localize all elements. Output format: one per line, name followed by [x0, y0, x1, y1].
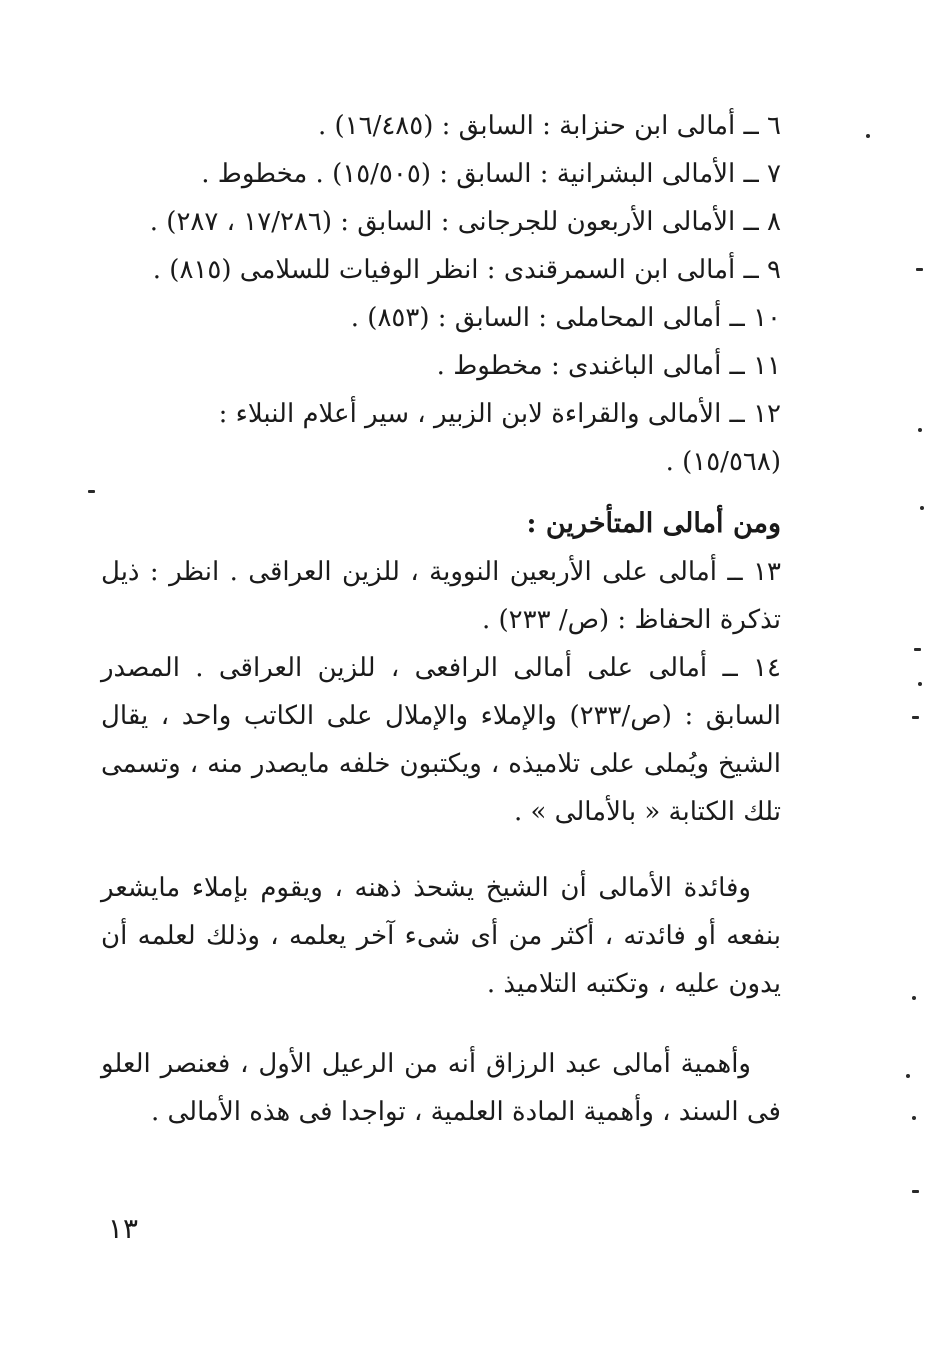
scan-speck: [912, 1190, 919, 1193]
scan-speck: [914, 648, 921, 651]
scan-speck: [920, 506, 924, 510]
list-item: ١١ ــ أمالى الباغندى : مخطوط .: [436, 351, 781, 381]
section-heading: ومن أمالى المتأخرين :: [526, 508, 781, 539]
list-item: ٨ ــ الأمالى الأربعون للجرجانى : السابق : (١٧/٢٨٦ ، ٢٨٧) .: [149, 207, 781, 237]
scan-speck: [866, 134, 870, 138]
paragraph-text: [101, 1040, 781, 1136]
paragraph-body: وأهمية أمالى عبد الرزاق أنه من الرعيل الأول ، فعنصر العلو فى السند ، وأهمية المادة العلمية ، تواجدا فى هذه الأمالى .: [101, 1049, 781, 1127]
benefit-paragraph: [101, 864, 781, 1008]
page-number: ١٣: [107, 1212, 138, 1245]
list-item: ١٢ ــ الأمالى والقراءة لابن الزبير ، سير أعلام النبلاء :: [218, 399, 781, 429]
scan-speck: [906, 1074, 910, 1078]
scan-speck: [916, 268, 923, 271]
scan-speck: [912, 996, 916, 1000]
list-item: ٦ ــ أمالى ابن حنزابة : السابق : (١٦/٤٨٥) .: [317, 111, 781, 141]
scan-speck: [912, 716, 919, 719]
scan-speck: [88, 490, 95, 493]
later-amali-list: [101, 548, 781, 836]
scan-speck: [918, 682, 922, 686]
list-item-continuation: (١٥/٥٦٨) .: [665, 447, 781, 477]
list-item: ١٣ ــ أمالى على الأربعين النووية ، للزين العراقى . انظر : ذيل تذكرة الحفاظ : (ص/ ٢٣٣) .: [101, 557, 781, 635]
paragraph-body: وفائدة الأمالى أن الشيخ يشحذ ذهنه ، ويقوم بإملاء مايشعر بنفعه أو فائدته ، أكثر من أى شىء آخر يعلمه ، وذلك لعلمه أن يدون عليه ، وتكتبه التلاميذ .: [101, 873, 781, 999]
importance-paragraph: [101, 1040, 781, 1136]
scan-speck: [912, 1116, 916, 1120]
list-item: ١٠ ــ أمالى المحاملى : السابق : (٨٥٣) .: [350, 303, 781, 333]
early-amali-list: [101, 102, 781, 486]
list-item: ٧ ــ الأمالى البشرانية : السابق : (١٥/٥٠٥) . مخطوط .: [201, 159, 781, 189]
list-item: ١٤ ــ أمالى على أمالى الرافعى ، للزين العراقى . المصدر السابق : (ص/٢٣٣) والإملاء والإملال على الكاتب واحد ، يقال الشيخ ويُملى على تلاميذه ، ويكتبون خلفه مايصدر منه ، وتسمى تلك الكتابة « بالأمالى » .: [101, 653, 781, 827]
list-item: ٩ ــ أمالى ابن السمرقندى : انظر الوفيات للسلامى (٨١٥) .: [152, 255, 781, 285]
scan-speck: [918, 428, 922, 432]
paragraph-text: [101, 864, 781, 1008]
